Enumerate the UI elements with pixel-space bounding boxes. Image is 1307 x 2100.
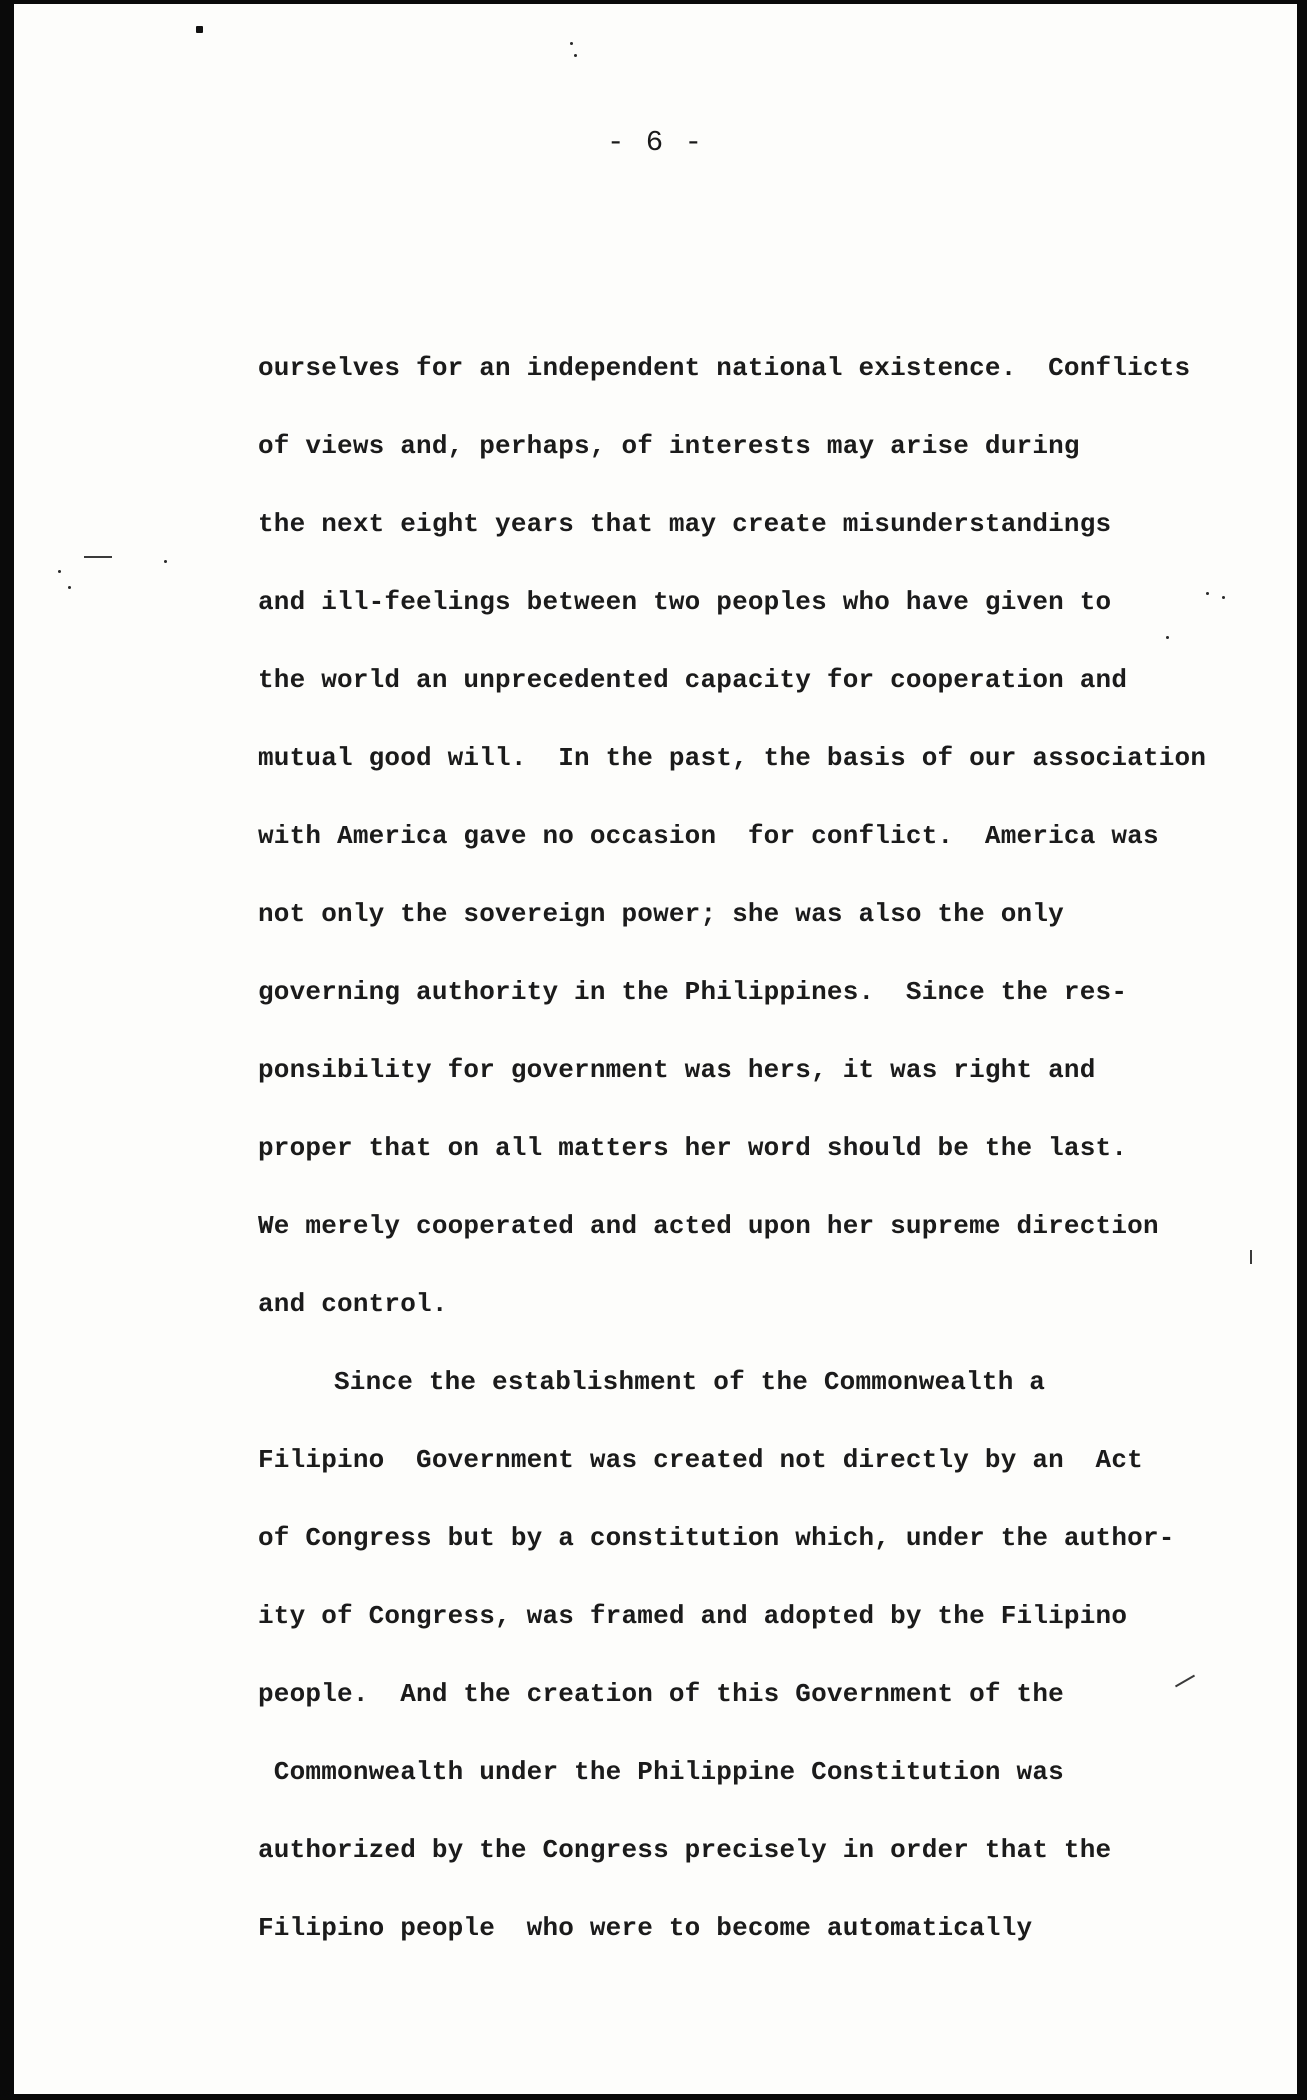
text-line: ity of Congress, was framed and adopted by the Filipino — [258, 1601, 1128, 1631]
text-line: ponsibility for government was hers, it was right and — [258, 1055, 1096, 1085]
text-line: Filipino people who were to become automatically — [258, 1913, 1033, 1943]
scan-speck — [164, 560, 167, 563]
text-line: the world an unprecedented capacity for cooperation and — [258, 665, 1128, 695]
scan-speck — [1206, 592, 1209, 595]
text-line: with America gave no occasion for conflict. America was — [258, 821, 1159, 851]
body-text — [258, 329, 1238, 1967]
scan-speck — [1166, 636, 1169, 639]
scan-speck — [68, 586, 71, 589]
document-page — [14, 4, 1297, 2094]
text-line: ourselves for an independent national existence. Conflicts — [258, 353, 1191, 383]
scan-speck — [196, 26, 203, 33]
page-number: - 6 - — [606, 126, 704, 159]
text-line: the next eight years that may create misunderstandings — [258, 509, 1112, 539]
text-line: of views and, perhaps, of interests may arise during — [258, 431, 1080, 461]
text-line: of Congress but by a constitution which, under the author- — [258, 1523, 1175, 1553]
scan-speck — [58, 570, 61, 573]
text-line: authorized by the Congress precisely in order that the — [258, 1835, 1112, 1865]
text-line: and ill-feelings between two peoples who have given to — [258, 587, 1112, 617]
text-line: governing authority in the Philippines. Since the res- — [258, 977, 1128, 1007]
scan-speck — [1222, 596, 1225, 599]
text-line: not only the sovereign power; she was also the only — [258, 899, 1064, 929]
scan-speck — [574, 54, 577, 57]
text-line: people. And the creation of this Government of the — [258, 1679, 1064, 1709]
scan-mark — [84, 556, 112, 558]
text-line: proper that on all matters her word should be the last. — [258, 1133, 1128, 1163]
text-line: Commonwealth under the Philippine Constitution was — [258, 1757, 1064, 1787]
text-line: Since the establishment of the Commonwealth a — [334, 1367, 1046, 1397]
scan-speck — [570, 42, 573, 45]
text-line: mutual good will. In the past, the basis of our association — [258, 743, 1207, 773]
text-line: Filipino Government was created not directly by an Act — [258, 1445, 1143, 1475]
text-line: and control. — [258, 1289, 448, 1319]
scan-mark — [1250, 1250, 1252, 1264]
text-line: We merely cooperated and acted upon her supreme direction — [258, 1211, 1159, 1241]
